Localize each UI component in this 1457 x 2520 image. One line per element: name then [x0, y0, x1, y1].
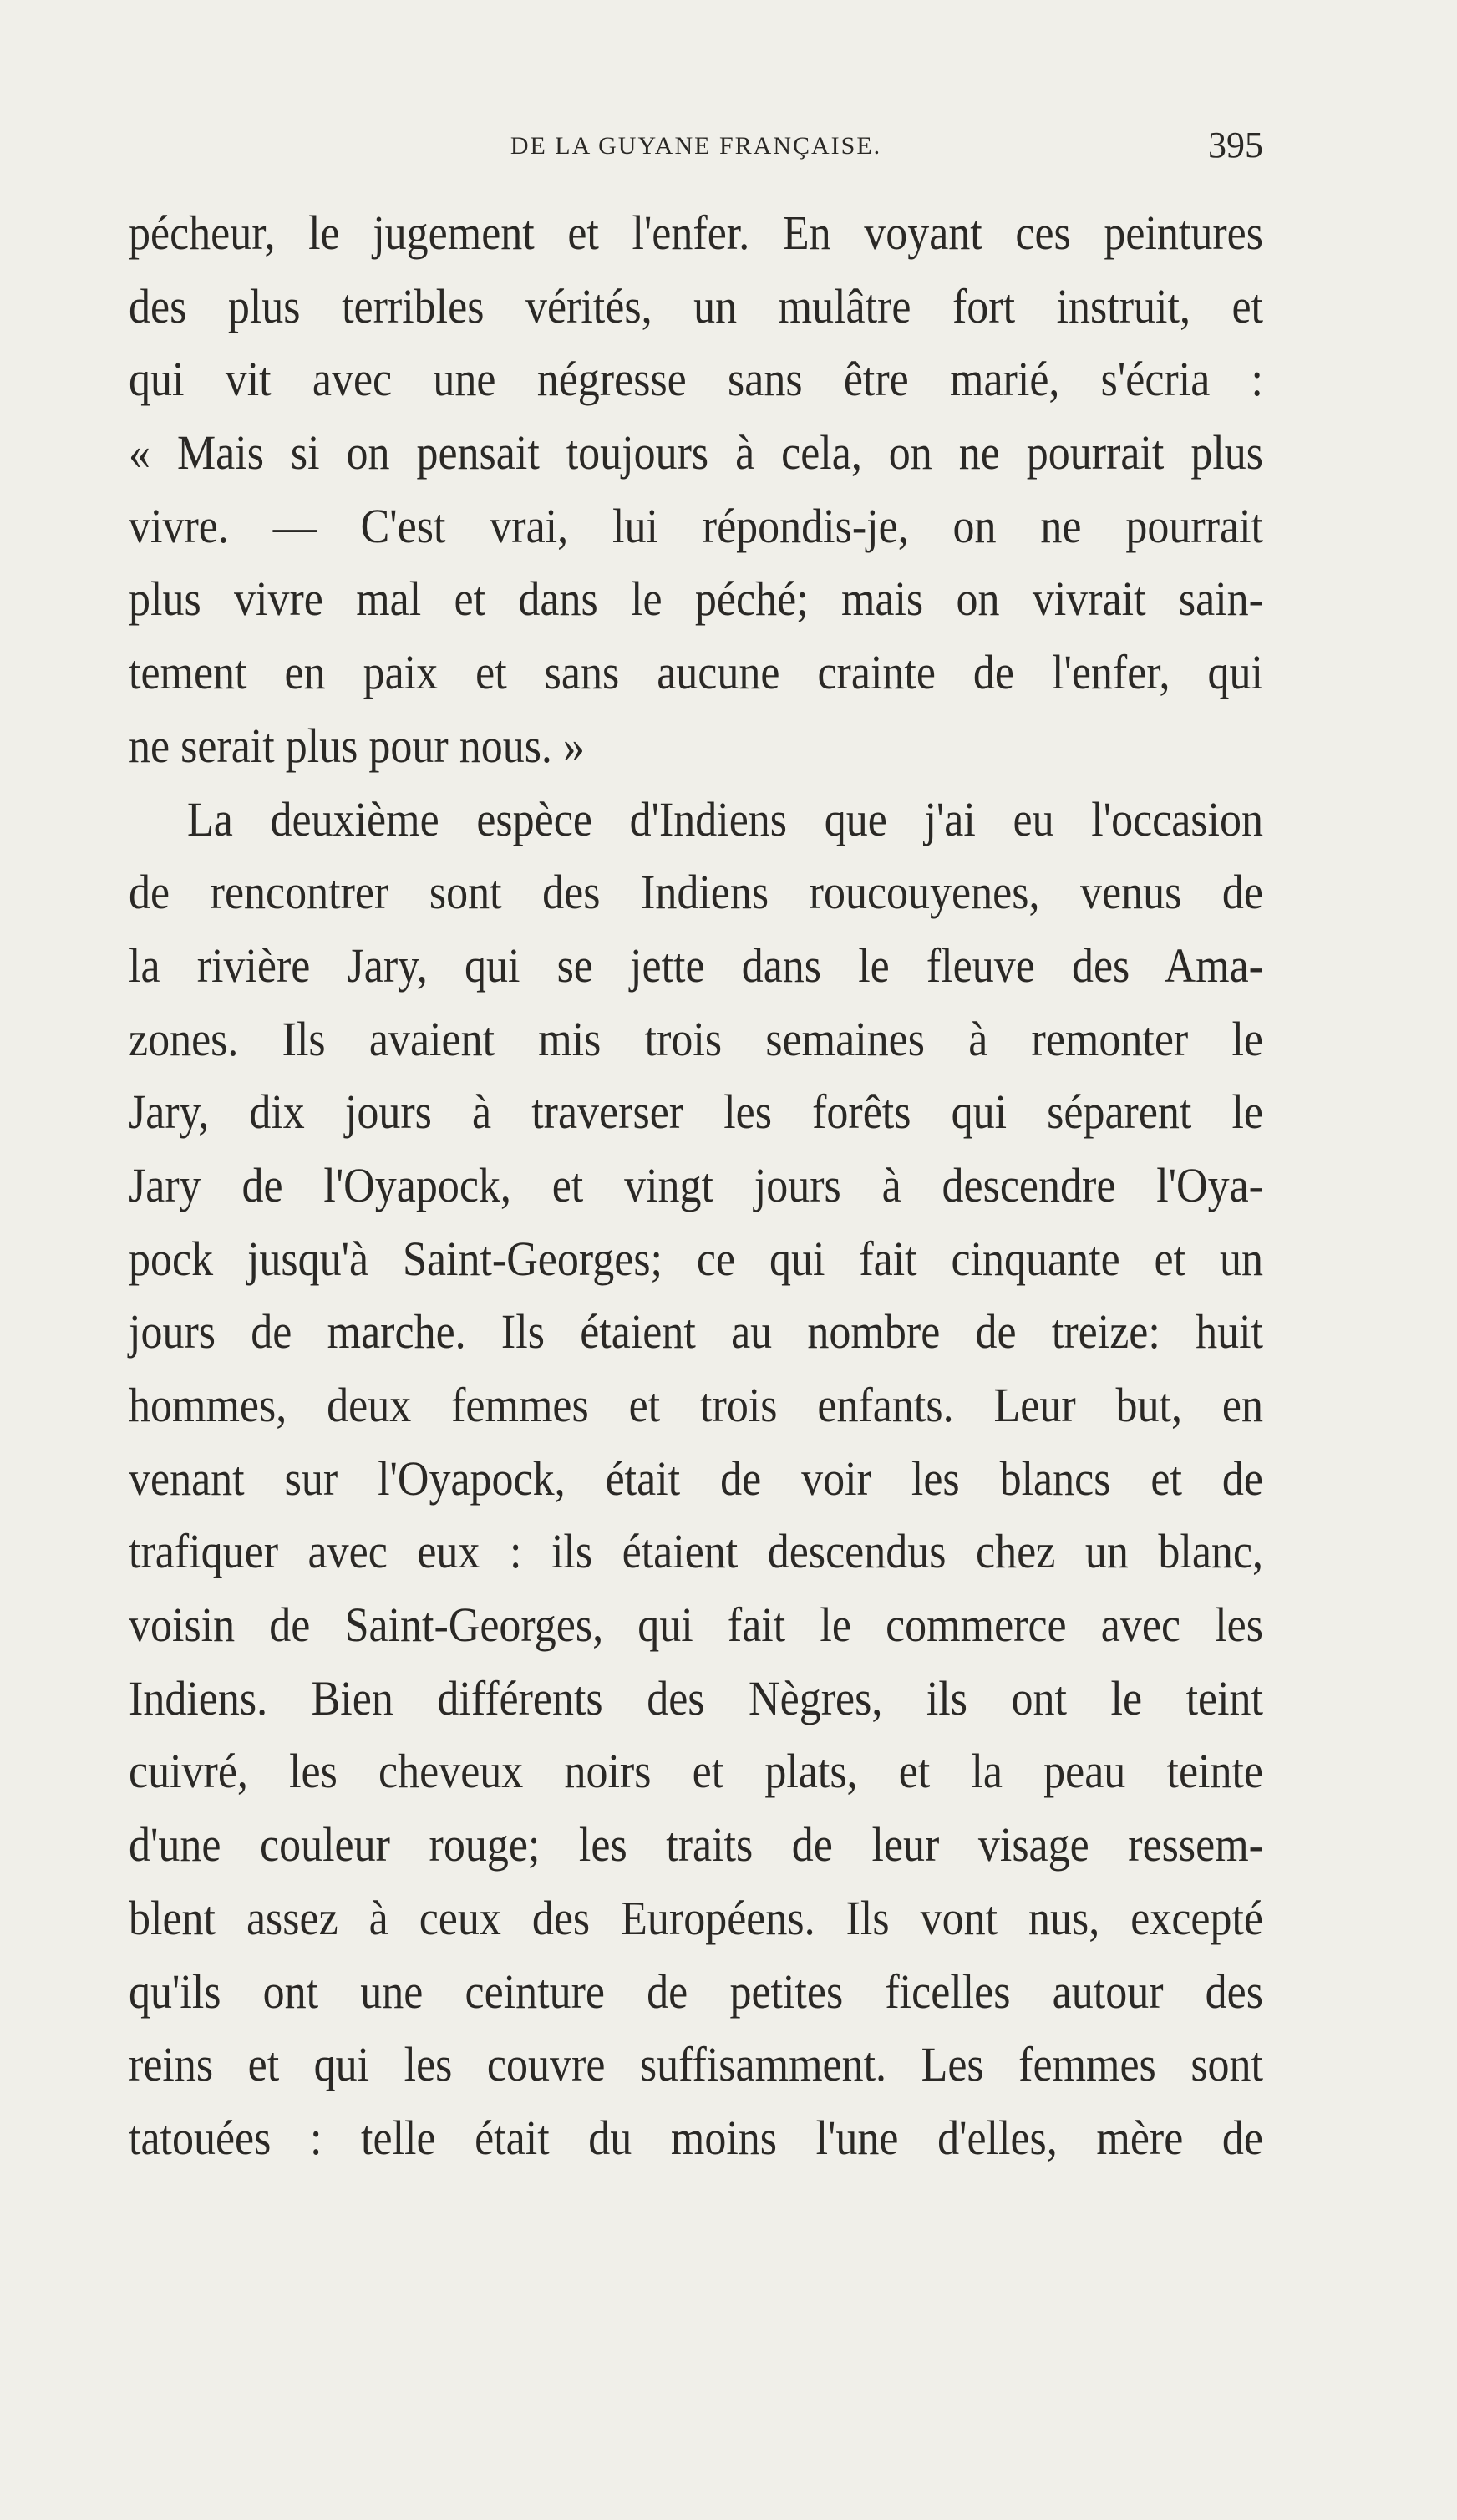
running-title: DE LA GUYANE FRANÇAISE.: [510, 132, 882, 160]
text-line: qu'ils ont une ceinture de petites ficelles autour des: [129, 1965, 1263, 2019]
text-line: ne serait plus pour nous. »: [129, 719, 585, 774]
text-line: pécheur, le jugement et l'enfer. En voyant ces peintures: [129, 206, 1263, 261]
text-line: tement en paix et sans aucune crainte de l'enfer, qui: [129, 646, 1263, 700]
text-line: de rencontrer sont des Indiens roucouyenes, venus de: [129, 866, 1263, 920]
text-line: qui vit avec une négresse sans être marié, s'écria :: [129, 353, 1263, 407]
text-line: « Mais si on pensait toujours à cela, on ne pourrait plus: [129, 426, 1263, 480]
text-line: vivre. — C'est vrai, lui répondis-je, on ne pourrait: [129, 500, 1263, 554]
text-line: cuivré, les cheveux noirs et plats, et la peau teinte: [129, 1745, 1263, 1799]
text-line: Jary, dix jours à traverser les forêts qui séparent le: [129, 1085, 1263, 1140]
text-line: venant sur l'Oyapock, était de voir les blancs et de: [129, 1452, 1263, 1506]
text-line: tatouées : telle était du moins l'une d'elles, mère de: [129, 2111, 1263, 2166]
text-line: la rivière Jary, qui se jette dans le fleuve des Ama-: [129, 939, 1263, 993]
text-line: trafiquer avec eux : ils étaient descendus chez un blanc,: [129, 1525, 1263, 1579]
text-line: La deuxième espèce d'Indiens que j'ai eu l'occasion: [187, 793, 1263, 846]
text-line: plus vivre mal et dans le péché; mais on vivrait sain-: [129, 572, 1263, 627]
text-line: d'une couleur rouge; les traits de leur visage ressem-: [129, 1818, 1263, 1872]
text-line: hommes, deux femmes et trois enfants. Leur but, en: [129, 1379, 1263, 1433]
text-line: pock jusqu'à Saint-Georges; ce qui fait cinquante et un: [129, 1232, 1263, 1287]
page-header: [129, 124, 1263, 174]
text-line: zones. Ils avaient mis trois semaines à remonter le: [129, 1013, 1263, 1066]
text-line: Indiens. Bien différents des Nègres, ils ont le teint: [129, 1672, 1263, 1726]
text-line: des plus terribles vérités, un mulâtre fort instruit, et: [129, 280, 1263, 334]
text-line: reins et qui les couvre suffisamment. Les femmes sont: [129, 2038, 1263, 2092]
text-line: Jary de l'Oyapock, et vingt jours à descendre l'Oya-: [129, 1159, 1263, 1213]
text-line: blent assez à ceux des Européens. Ils vont nus, excepté: [129, 1892, 1263, 1946]
page-number: 395: [1208, 124, 1263, 165]
text-line: voisin de Saint-Georges, qui fait le commerce avec les: [129, 1598, 1263, 1653]
body-text: [129, 197, 1263, 2176]
text-line: jours de marche. Ils étaient au nombre de treize: huit: [129, 1305, 1263, 1359]
